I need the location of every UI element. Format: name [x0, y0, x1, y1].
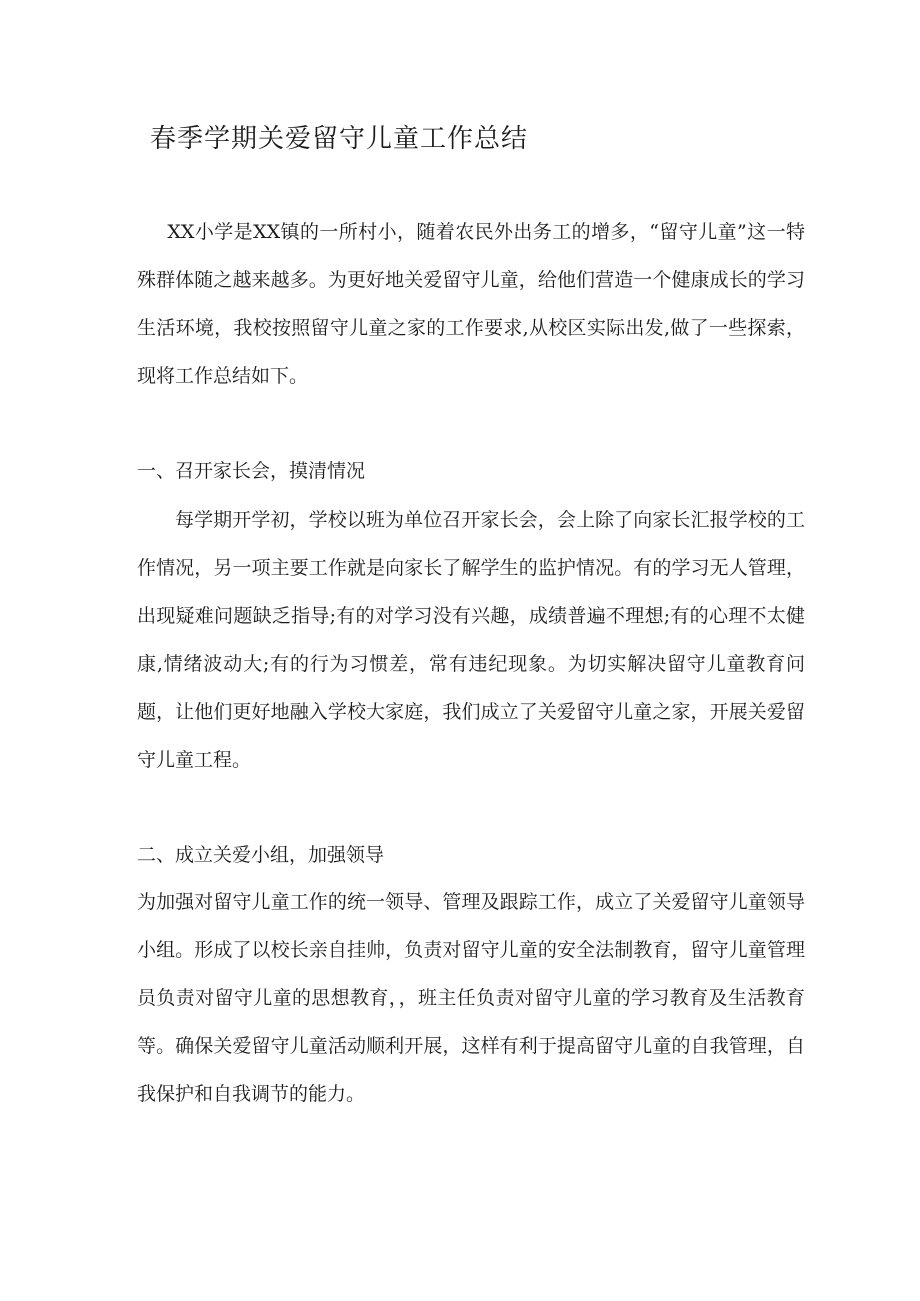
- document-title: 春季学期关爱留守儿童工作总结: [150, 124, 529, 154]
- intro-paragraph: XX小学是XX镇的一所村小，随着农民外出务工的增多，“留守儿童”这一特殊群体随之越来越多。为更好地关爱留守儿童，给他们营造一个健康成长的学习生活环境，我校按照留守儿童之家的工作要求,从校区实际出发,做了一些探索，现将工作总结如下。: [137, 221, 805, 387]
- section-2-body: 为加强对留守儿童工作的统一领导、管理及跟踪工作，成立了关爱留守儿童领导小组。形成了以校长亲自挂帅，负责对留守儿童的安全法制教育，留守儿童管理员负责对留守儿童的思想教育，，班主任负责对留守儿童的学习教育及生活教育等。确保关爱留守儿童活动顺利开展，这样有利于提高留守儿童的自我管理，自我保护和自我调节的能力。: [137, 891, 805, 1105]
- section-1-heading: 一、召开家长会，摸清情况: [137, 460, 366, 482]
- section-1-body: 每学期开学初，学校以班为单位召开家长会，会上除了向家长汇报学校的工作情况，另一项主要工作就是向家长了解学生的监护情况。有的学习无人管理，出现疑难问题缺乏指导;有的对学习没有兴趣，成绩普遍不理想;有的心理不太健康,情绪波动大;有的行为习惯差，常有违纪现象。为切实解决留守儿童教育问题，让他们更好地融入学校大家庭，我们成立了关爱留守儿童之家，开展关爱留守儿童工程。: [137, 509, 805, 771]
- section-2-heading: 二、成立关爱小组，加强领导: [137, 844, 385, 866]
